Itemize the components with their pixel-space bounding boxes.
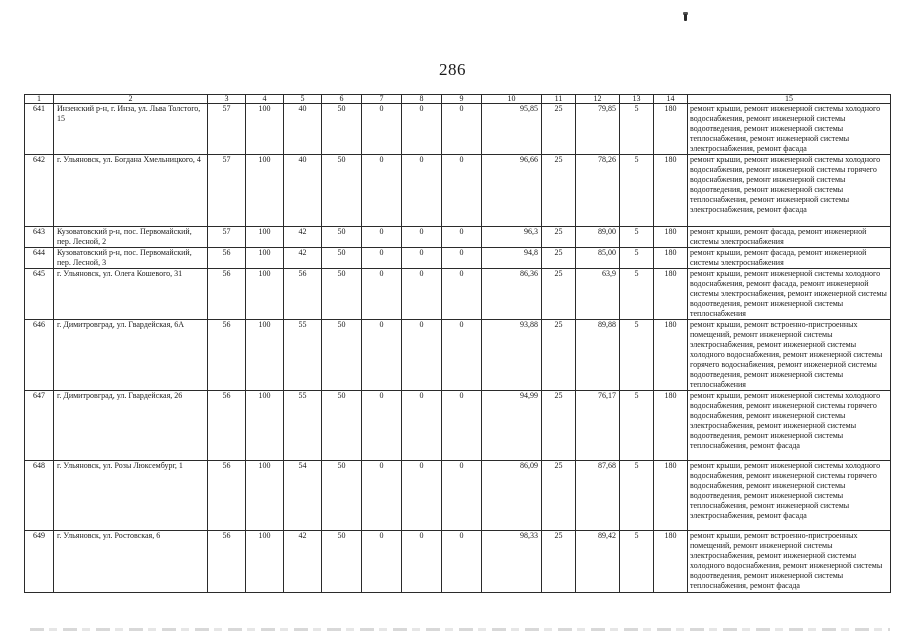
value-cell: 98,33 (482, 531, 542, 593)
value-cell: 5 (620, 269, 654, 320)
value-cell: 5 (620, 531, 654, 593)
value-cell: 100 (246, 461, 284, 531)
works-cell: ремонт крыши, ремонт встроенно-пристроенных помещений, ремонт инженерной системы электроснабжения, ремонт инженерной системы холодного водоснабжения, ремонт инженерной системы горячего водоснабжения, ремонт инженерной системы водоотведения, ремонт инженерной системы теплоснабжения (688, 320, 891, 391)
col-number-15: 15 (688, 95, 891, 104)
value-cell: 100 (246, 320, 284, 391)
col-number-6: 6 (322, 95, 362, 104)
value-cell: 79,85 (576, 104, 620, 155)
value-cell: 0 (362, 461, 402, 531)
value-cell: 180 (654, 104, 688, 155)
value-cell: 5 (620, 391, 654, 461)
value-cell: 42 (284, 227, 322, 248)
value-cell: 56 (284, 269, 322, 320)
value-cell: 5 (620, 320, 654, 391)
works-cell: ремонт крыши, ремонт фасада, ремонт инженерной системы электроснабжения (688, 227, 891, 248)
address-cell: г. Димитровград, ул. Гвардейская, 26 (54, 391, 208, 461)
value-cell: 56 (208, 391, 246, 461)
value-cell: 25 (542, 391, 576, 461)
value-cell: 56 (208, 269, 246, 320)
value-cell: 0 (402, 531, 442, 593)
works-cell: ремонт крыши, ремонт фасада, ремонт инженерной системы электроснабжения (688, 248, 891, 269)
value-cell: 180 (654, 155, 688, 227)
value-cell: 93,88 (482, 320, 542, 391)
value-cell: 25 (542, 320, 576, 391)
table-row (25, 155, 891, 227)
value-cell: 180 (654, 391, 688, 461)
row-number: 646 (25, 320, 54, 391)
address-cell: г. Ульяновск, ул. Розы Люксембург, 1 (54, 461, 208, 531)
address-cell: г. Ульяновск, ул. Богдана Хмельницкого, 4 (54, 155, 208, 227)
value-cell: 57 (208, 227, 246, 248)
col-number-1: 1 (25, 95, 54, 104)
row-number: 641 (25, 104, 54, 155)
value-cell: 50 (322, 227, 362, 248)
value-cell: 76,17 (576, 391, 620, 461)
value-cell: 89,42 (576, 531, 620, 593)
value-cell: 5 (620, 155, 654, 227)
value-cell: 78,26 (576, 155, 620, 227)
value-cell: 57 (208, 104, 246, 155)
value-cell: 95,85 (482, 104, 542, 155)
value-cell: 100 (246, 269, 284, 320)
value-cell: 0 (442, 391, 482, 461)
value-cell: 89,88 (576, 320, 620, 391)
value-cell: 96,66 (482, 155, 542, 227)
row-number: 649 (25, 531, 54, 593)
value-cell: 25 (542, 269, 576, 320)
value-cell: 89,00 (576, 227, 620, 248)
value-cell: 180 (654, 320, 688, 391)
value-cell: 25 (542, 227, 576, 248)
value-cell: 0 (402, 320, 442, 391)
col-number-7: 7 (362, 95, 402, 104)
value-cell: 0 (362, 155, 402, 227)
col-number-11: 11 (542, 95, 576, 104)
value-cell: 100 (246, 104, 284, 155)
address-cell: г. Димитровград, ул. Гвардейская, 6А (54, 320, 208, 391)
value-cell: 180 (654, 227, 688, 248)
address-cell: Кузоватовский р-н, пос. Первомайский, пер. Лесной, 3 (54, 248, 208, 269)
value-cell: 0 (402, 391, 442, 461)
value-cell: 63,9 (576, 269, 620, 320)
value-cell: 42 (284, 248, 322, 269)
value-cell: 55 (284, 391, 322, 461)
value-cell: 25 (542, 155, 576, 227)
value-cell: 180 (654, 531, 688, 593)
value-cell: 56 (208, 531, 246, 593)
row-number: 645 (25, 269, 54, 320)
value-cell: 96,3 (482, 227, 542, 248)
value-cell: 0 (362, 269, 402, 320)
address-cell: Кузоватовский р-н, пос. Первомайский, пер. Лесной, 2 (54, 227, 208, 248)
value-cell: 50 (322, 320, 362, 391)
works-cell: ремонт крыши, ремонт инженерной системы холодного водоснабжения, ремонт фасада, ремонт инженерной системы электроснабжения, ремонт инженерной системы водоотведения, ремонт инженерной системы теплоснабжения (688, 269, 891, 320)
table-row (25, 391, 891, 461)
value-cell: 0 (362, 227, 402, 248)
row-number: 647 (25, 391, 54, 461)
works-cell: ремонт крыши, ремонт встроенно-пристроенных помещений, ремонт инженерной системы электроснабжения, ремонт инженерной системы холодного водоснабжения, ремонт инженерной системы водоотведения, ремонт инженерной системы теплоснабжения, ремонт фасада (688, 531, 891, 593)
value-cell: 25 (542, 248, 576, 269)
scan-edge-noise (30, 628, 890, 631)
value-cell: 100 (246, 531, 284, 593)
value-cell: 5 (620, 104, 654, 155)
value-cell: 100 (246, 155, 284, 227)
value-cell: 180 (654, 248, 688, 269)
value-cell: 86,36 (482, 269, 542, 320)
col-number-10: 10 (482, 95, 542, 104)
value-cell: 100 (246, 391, 284, 461)
value-cell: 0 (442, 320, 482, 391)
value-cell: 0 (402, 248, 442, 269)
value-cell: 25 (542, 104, 576, 155)
value-cell: 5 (620, 227, 654, 248)
address-cell: Инзенский р-н, г. Инза, ул. Льва Толстого, 15 (54, 104, 208, 155)
value-cell: 0 (402, 269, 442, 320)
value-cell: 0 (442, 531, 482, 593)
table-row (25, 531, 891, 593)
value-cell: 5 (620, 248, 654, 269)
value-cell: 0 (362, 391, 402, 461)
column-number-row (25, 95, 891, 104)
value-cell: 25 (542, 461, 576, 531)
value-cell: 40 (284, 104, 322, 155)
value-cell: 87,68 (576, 461, 620, 531)
row-number: 644 (25, 248, 54, 269)
value-cell: 54 (284, 461, 322, 531)
value-cell: 94,8 (482, 248, 542, 269)
value-cell: 100 (246, 248, 284, 269)
value-cell: 85,00 (576, 248, 620, 269)
table-row (25, 269, 891, 320)
col-number-2: 2 (54, 95, 208, 104)
table-row (25, 248, 891, 269)
value-cell: 94,99 (482, 391, 542, 461)
value-cell: 50 (322, 155, 362, 227)
col-number-9: 9 (442, 95, 482, 104)
value-cell: 56 (208, 248, 246, 269)
col-number-8: 8 (402, 95, 442, 104)
page-number: 286 (439, 60, 466, 79)
register-table (24, 94, 891, 593)
value-cell: 0 (402, 104, 442, 155)
value-cell: 0 (362, 320, 402, 391)
col-number-5: 5 (284, 95, 322, 104)
works-cell: ремонт крыши, ремонт инженерной системы холодного водоснабжения, ремонт инженерной системы горячего водоснабжения, ремонт инженерной системы электроснабжения, ремонт инженерной системы водоотведения, ремонт инженерной системы теплоснабжения, ремонт фасада (688, 391, 891, 461)
col-number-13: 13 (620, 95, 654, 104)
value-cell: 56 (208, 461, 246, 531)
row-number: 643 (25, 227, 54, 248)
value-cell: 57 (208, 155, 246, 227)
value-cell: 0 (442, 155, 482, 227)
col-number-14: 14 (654, 95, 688, 104)
value-cell: 0 (442, 248, 482, 269)
value-cell: 50 (322, 531, 362, 593)
col-number-3: 3 (208, 95, 246, 104)
value-cell: 50 (322, 461, 362, 531)
value-cell: 0 (442, 461, 482, 531)
value-cell: 55 (284, 320, 322, 391)
value-cell: 40 (284, 155, 322, 227)
scan-speck (684, 14, 687, 21)
table-row (25, 227, 891, 248)
row-number: 648 (25, 461, 54, 531)
value-cell: 50 (322, 248, 362, 269)
value-cell: 42 (284, 531, 322, 593)
value-cell: 0 (362, 104, 402, 155)
value-cell: 180 (654, 269, 688, 320)
value-cell: 0 (402, 461, 442, 531)
value-cell: 50 (322, 391, 362, 461)
address-cell: г. Ульяновск, ул. Ростовская, 6 (54, 531, 208, 593)
value-cell: 56 (208, 320, 246, 391)
value-cell: 0 (402, 227, 442, 248)
address-cell: г. Ульяновск, ул. Олега Кошевого, 31 (54, 269, 208, 320)
value-cell: 0 (442, 104, 482, 155)
value-cell: 0 (362, 531, 402, 593)
col-number-12: 12 (576, 95, 620, 104)
works-cell: ремонт крыши, ремонт инженерной системы холодного водоснабжения, ремонт инженерной системы горячего водоснабжения, ремонт инженерной системы водоотведения, ремонт инженерной системы теплоснабжения, ремонт инженерной системы электроснабжения, ремонт фасада (688, 461, 891, 531)
value-cell: 0 (362, 248, 402, 269)
value-cell: 25 (542, 531, 576, 593)
value-cell: 0 (442, 227, 482, 248)
value-cell: 86,09 (482, 461, 542, 531)
value-cell: 5 (620, 461, 654, 531)
value-cell: 50 (322, 104, 362, 155)
col-number-4: 4 (246, 95, 284, 104)
table-row (25, 461, 891, 531)
works-cell: ремонт крыши, ремонт инженерной системы холодного водоснабжения, ремонт инженерной системы водоотведения, ремонт инженерной системы теплоснабжения, ремонт инженерной системы электроснабжения, ремонт фасада (688, 104, 891, 155)
value-cell: 100 (246, 227, 284, 248)
value-cell: 0 (442, 269, 482, 320)
value-cell: 180 (654, 461, 688, 531)
works-cell: ремонт крыши, ремонт инженерной системы холодного водоснабжения, ремонт инженерной системы горячего водоснабжения, ремонт инженерной системы водоотведения, ремонт инженерной системы теплоснабжения, ремонт инженерной системы электроснабжения, ремонт фасада (688, 155, 891, 227)
table-row (25, 320, 891, 391)
row-number: 642 (25, 155, 54, 227)
table-row (25, 104, 891, 155)
value-cell: 50 (322, 269, 362, 320)
value-cell: 0 (402, 155, 442, 227)
